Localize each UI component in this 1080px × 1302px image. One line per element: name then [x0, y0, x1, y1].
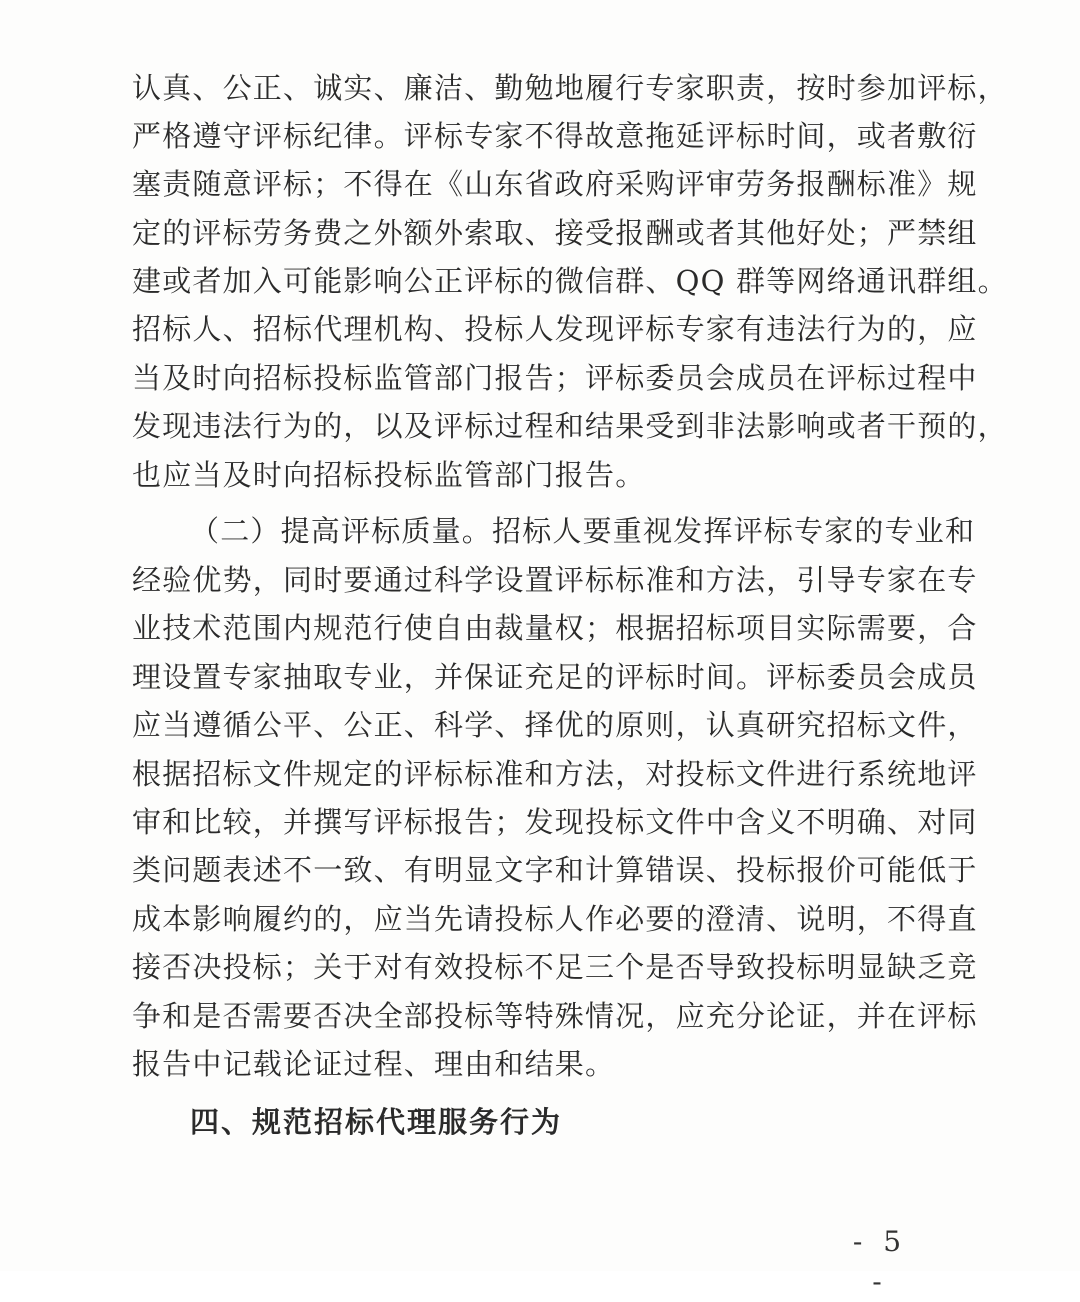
- text-line: 根据招标文件规定的评标标准和方法，对投标文件进行系统地评: [132, 757, 978, 791]
- text-line: 招标人、招标代理机构、投标人发现评标专家有违法行为的，应: [132, 312, 978, 346]
- section-heading: 四、规范招标代理服务行为: [190, 1105, 563, 1139]
- text-line: 当及时向招标投标监管部门报告；评标委员会成员在评标过程中: [132, 361, 978, 395]
- text-line: 审和比较，并撰写评标报告；发现投标文件中含义不明确、对同: [132, 805, 978, 839]
- text-line: 经验优势，同时要通过科学设置评标标准和方法，引导专家在专: [132, 563, 978, 597]
- paragraph-first-line: （二）提高评标质量。招标人要重视发挥评标专家的专业和: [190, 514, 976, 548]
- text-line: 业技术范围内规范行使自由裁量权；根据招标项目实际需要，合: [132, 611, 978, 645]
- text-line: 类问题表述不一致、有明显文字和计算错误、投标报价可能低于: [132, 853, 978, 887]
- text-line: 塞责随意评标；不得在《山东省政府采购评审劳务报酬标准》规: [132, 167, 978, 201]
- text-line: 成本影响履约的，应当先请投标人作必要的澄清、说明，不得直: [132, 902, 978, 936]
- text-line: 应当遵循公平、公正、科学、择优的原则，认真研究招标文件，: [132, 708, 978, 742]
- text-line: 认真、公正、诚实、廉洁、勤勉地履行专家职责，按时参加评标，: [132, 71, 1008, 105]
- text-line: 理设置专家抽取专业，并保证充足的评标时间。评标委员会成员: [132, 660, 978, 694]
- text-line: 建或者加入可能影响公正评标的微信群、QQ 群等网络通讯群组。: [132, 264, 1008, 298]
- text-line: 定的评标劳务费之外额外索取、接受报酬或者其他好处；严禁组: [132, 216, 978, 250]
- page-number: - 5 -: [852, 1225, 908, 1298]
- text-line: 严格遵守评标纪律。评标专家不得故意拖延评标时间，或者敷衍: [132, 119, 978, 153]
- text-line: 争和是否需要否决全部投标等特殊情况，应充分论证，并在评标: [132, 999, 978, 1033]
- text-line: 发现违法行为的，以及评标过程和结果受到非法影响或者干预的，: [132, 409, 1008, 443]
- text-line: 也应当及时向招标投标监管部门报告。: [132, 458, 646, 492]
- text-line: 接否决投标；关于对有效投标不足三个是否导致投标明显缺乏竞: [132, 950, 978, 984]
- text-line: 报告中记载论证过程、理由和结果。: [132, 1047, 616, 1081]
